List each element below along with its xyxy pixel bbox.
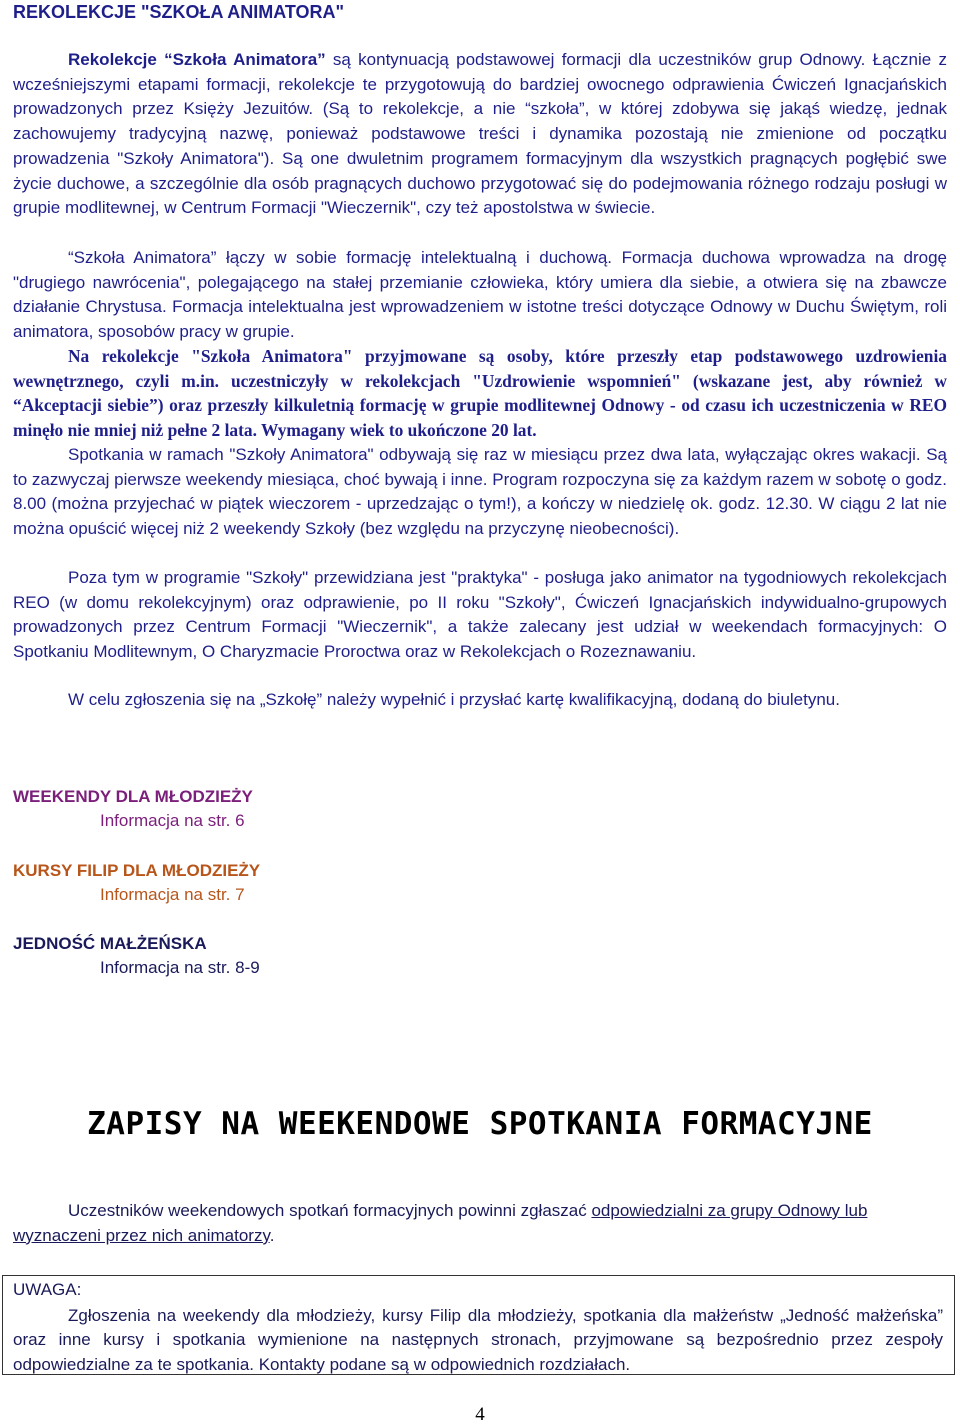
notice-label-colon: : [76, 1280, 82, 1299]
notice-body: Zgłoszenia na weekendy dla młodzieży, kursy Filip dla młodzieży, spotkania dla małżeństw „Jedność małżeńska” oraz inne kursy i spotkania wymienione na następnych stronach, przyjmowane są bezpośrednio przez zespoły odpowiedzialne za te spotkania. Kontakty podane są w odpowiednich rozdziałach. [13, 1306, 943, 1374]
registration-paragraph [13, 1199, 947, 1248]
intro-text: są kontynuacją podstawowej formacji dla uczestników grup Odnowy. Łącznie z wcześniejszymi etapami formacji, rekolekcje te przygotowują do bardziej owocnego odprawienia Ćwiczeń Ignacjańskich prowadzonych przez Księży Jezuitów. (Są to rekolekcje, a nie “szkoła”, w której zdobywa się jakąś wiedzę, jednak zachowujemy tradycyjną nazwę, ponieważ podstawowe treści i dynamika pozostają nie zmienione od początku prowadzenia "Szkoły Animatora"). Są one dwuletnim programem formacyjnym dla wszystkich pragnących pogłębić swe życie duchowe, a szczególnie dla osób pragnących duchowo przygotować się do podejmowania różnego rodzaju posługi w grupie modlitewnej, w Centrum Formacji "Wieczernik", czy też apostolstwa w świecie. [13, 50, 948, 218]
application-text: W celu zgłoszenia się na „Szkołę” należy wypełnić i przysłać kartę kwalifikacyjną, dodaną do biuletynu. [68, 690, 840, 709]
section-filip-courses [13, 859, 260, 907]
formation-text: “Szkoła Animatora” łączy w sobie formację intelektualną i duchową. Formacja duchowa wprowadza na drogę "drugiego nawrócenia", polegającego na stałej przemianie człowieka, który umiera dla siebie, a otwiera się na zbawcze działanie Chrystusa. Formacja intelektualna jest wprowadzeniem w istotne treści dotyczące Odnowy w Duchu Świętym, roli animatora, sposobów pracy w grupie. [13, 248, 947, 342]
section-title: WEEKENDY DLA MŁODZIEŻY [13, 787, 253, 806]
schedule-text: Spotkania w ramach "Szkoły Animatora" odbywają się raz w miesiącu przez dwa lata, wyłączając okres wakacji. Są to zazwyczaj pierwsze weekendy miesiąca, choć bywają i inne. Program rozpoczyna się za każdym razem w sobotę o godz. 8.00 (można przyjechać w piątek wieczorem - uprzedzając o tym!), a kończy w niedzielę ok. godz. 12.30. W ciągu 2 lat nie można opuścić więcej niż 2 weekendy Szkoły (bez względu na przyczynę nieobecności). [13, 445, 947, 539]
notice-label-text: UWAGA [13, 1280, 77, 1299]
section-title: KURSY FILIP DLA MŁODZIEŻY [13, 861, 261, 880]
requirements-paragraph [13, 344, 947, 443]
intro-paragraph [13, 48, 947, 221]
application-paragraph [13, 688, 947, 713]
formation-paragraph [13, 246, 947, 345]
practice-text: Poza tym w programie "Szkoły" przewidziana jest "praktyka" - posługa jako animator na tygodniowych rekolekcjach REO (w domu rekolekcyjnym) oraz odprawienie, po II roku "Szkoły", Ćwiczeń Ignacjańskich indywidualno-grupowych prowadzonych przez Centrum Formacji "Wieczernik", a także zalecany jest udział w weekendach formacyjnych: O Spotkaniu Modlitewnym, O Charyzmacie Proroctwa oraz w Rekolekcjach o Rozeznawaniu. [13, 568, 947, 662]
section-info: Informacja na str. 7 [100, 885, 245, 904]
notice-text [13, 1304, 943, 1377]
practice-paragraph [13, 566, 947, 665]
section-info: Informacja na str. 8-9 [100, 958, 260, 977]
schedule-paragraph [13, 443, 947, 542]
notice-label [13, 1280, 81, 1300]
section-title: JEDNOŚĆ MAŁŻEŃSKA [13, 934, 207, 953]
section-youth-weekends [13, 785, 253, 833]
registration-responsible: odpowiedzialni za grupy Odnowy lub wyznaczeni przez nich animatorzy [13, 1201, 868, 1245]
requirements-text: Na rekolekcje "Szkoła Animatora" przyjmowane są osoby, które przeszły etap podstawowego uzdrowienia wewnętrznego, czyli m.in. uczestniczyły w rekolekcjach "Uzdrowienie wspomnień" (wskazane jest, aby również w “Akceptacji siebie”) oraz przeszły kilkuletnią formację w grupie modlitewnej Odnowy - od czasu ich uczestniczenia w REO minęło nie mniej niż pełne 2 lata. Wymagany wiek to ukończone 20 lat. [13, 346, 947, 441]
section-info: Informacja na str. 6 [100, 811, 245, 830]
notice-box [2, 1275, 955, 1375]
intro-bold-lead: Rekolekcje “Szkoła Animatora” [68, 50, 326, 69]
section-marriage-unity [13, 932, 260, 980]
registration-heading: ZAPISY NA WEEKENDOWE SPOTKANIA FORMACYJNE [87, 1106, 873, 1142]
page-number: 4 [475, 1404, 485, 1425]
page-title: REKOLEKCJE "SZKOŁA ANIMATORA" [13, 2, 345, 22]
registration-end: . [269, 1225, 275, 1245]
registration-text: Uczestników weekendowych spotkań formacyjnych powinni zgłaszać [68, 1201, 592, 1220]
